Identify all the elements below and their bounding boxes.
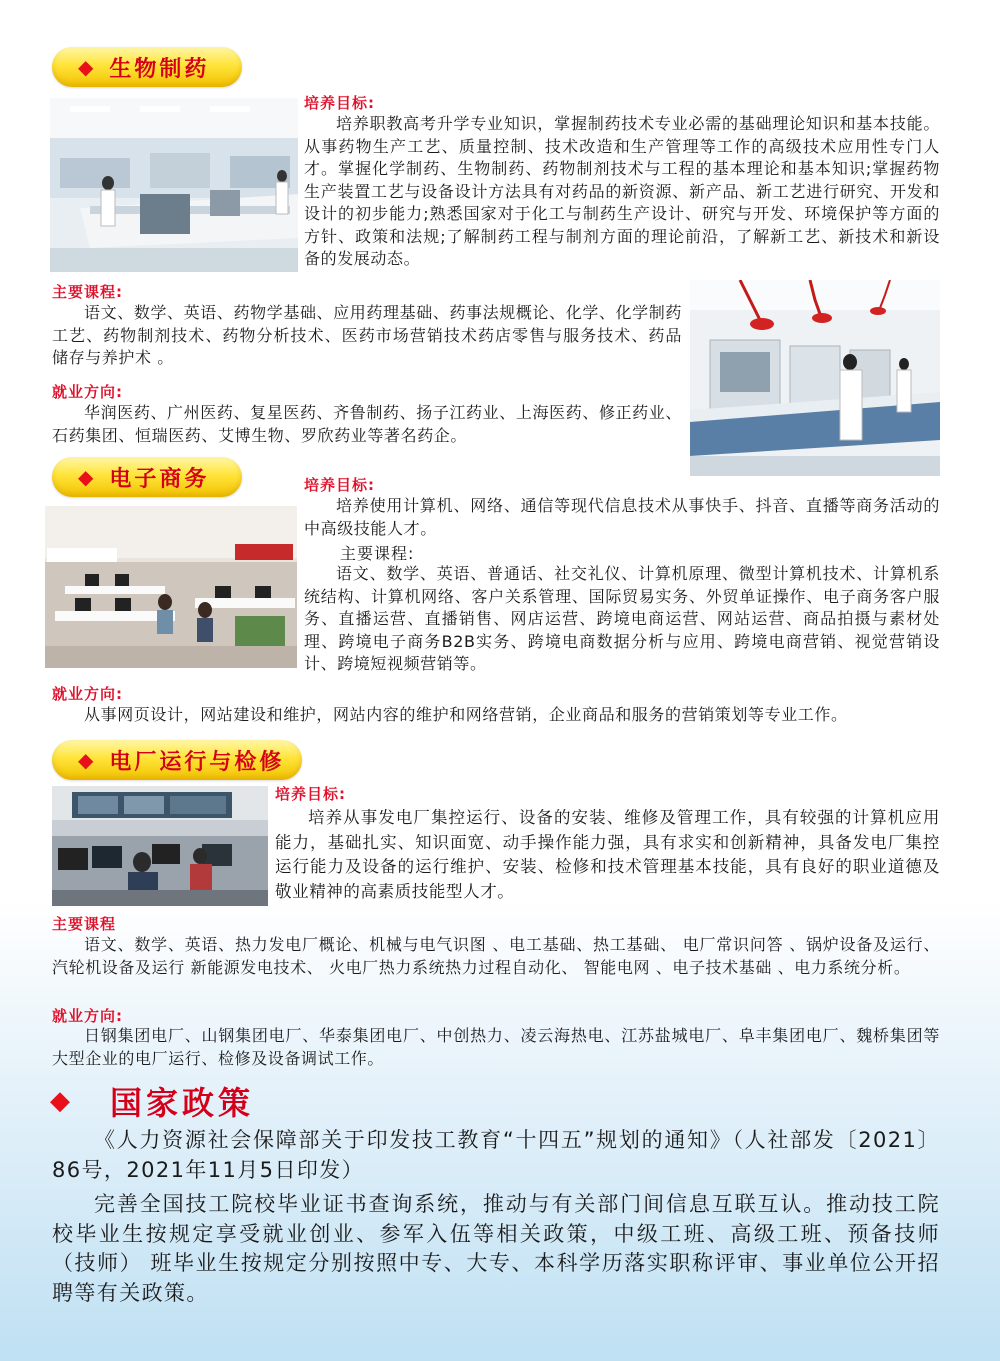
policy-body: 完善全国技工院校毕业证书查询系统，推动与有关部门间信息互联互认。推动技工院校毕业生按规定享受就业创业、参军入伍等相关政策，中级工班、高级工班、预备技师（技师） 班毕业生按规定分别按照中专、大专、本科学历落实职称评审、事业单位公开招聘等有关政策。: [52, 1192, 940, 1305]
goal-label: 培养目标:: [275, 785, 346, 803]
section-title: 电子商务: [109, 466, 210, 492]
job-label: 就业方向:: [52, 685, 123, 703]
job-text: 日钢集团电厂、山钢集团电厂、华泰集团电厂、中创热力、凌云海热电、江苏盐城电厂、阜丰集团电厂、魏桥集团等大型企业的电厂运行、检修及设备调试工作。: [52, 1026, 940, 1068]
lab-photo-2: [690, 280, 940, 476]
goal-text: 培养职教高考升学专业知识，掌握制药技术专业必需的基础理论知识和基本技能。从事药物生产工艺、质量控制、技术改造和生产管理等工作的高级技术应用性专门人才。掌握化学制药、生物制药、药物制剂技术与工程的基本理论和基本知识;掌握药物生产装置工艺与设备设计方法具有对药品的新资源、新产品、新工艺进行研究、开发和设计的初步能力;熟悉国家对于化工与制药生产设计、研究与开发、环境保护等方面的方针、政策和法规;了解制药工程与制剂方面的理论前沿，了解新工艺、新技术和新设备的发展动态。: [304, 114, 940, 268]
course-text: 语文、数学、英语、普通话、社交礼仪、计算机原理、微型计算机技术、计算机系统结构、计算机网络、客户关系管理、国际贸易实务、外贸单证操作、电子商务客户服务、直播运营、直播销售、网店运营、跨境电商运营、网站运营、商品拍摄与素材处理、跨境电子商务B2B实务、跨境电商数据分析与应用、跨境电商营销、视觉营销设计、跨境短视频营销等。: [304, 564, 940, 673]
course-label: 主要课程:: [52, 283, 123, 301]
job-label: 就业方向:: [52, 1007, 123, 1025]
course-text: 语文、数学、英语、药物学基础、应用药理基础、药事法规概论、化学、化学制药工艺、药物制剂技术、药物分析技术、医药市场营销技术药店零售与服务技术、药品储存与养护术 。: [52, 303, 682, 367]
goal-label: 培养目标:: [304, 94, 375, 112]
course-label: 主要课程:: [340, 544, 415, 563]
course-label: 主要课程: [52, 915, 117, 933]
goal-text: 培养使用计算机、网络、通信等现代信息技术从事快手、抖音、直播等商务活动的中高级技能人才。: [304, 496, 940, 538]
goal-label: 培养目标:: [304, 476, 375, 494]
policy-header: [50, 1078, 254, 1124]
lab-photo-1: [50, 98, 298, 272]
goal-text: 培养从事发电厂集控运行、设备的安装、维修及管理工作，具有较强的计算机应用能力，基础扎实、知识面宽、动手操作能力强，具有求实和创新精神，具备发电厂集控运行能力及设备的运行维护、安装、检修和技术管理基本技能，具有良好的职业道德及敬业精神的高素质技能型人才。: [275, 808, 940, 901]
policy-title: 国家政策: [110, 1084, 255, 1122]
red-diamond-icon: ◆: [78, 748, 94, 772]
section-header-ecommerce: [52, 457, 242, 497]
section-header-pharma: [52, 47, 242, 87]
computer-lab-photo: [45, 506, 297, 668]
red-diamond-icon: ◆: [78, 55, 94, 79]
section-title: 生物制药: [109, 56, 210, 82]
section-title: 电厂运行与检修: [109, 749, 285, 775]
policy-doc-ref: 《人力资源社会保障部关于印发技工教育“十四五”规划的通知》（人社部发〔2021〕86号，2021年11月5日印发）: [52, 1128, 940, 1182]
red-diamond-icon: ◆: [78, 465, 94, 489]
job-text: 从事网页设计，网站建设和维护，网站内容的维护和网络营销，企业商品和服务的营销策划等专业工作。: [84, 705, 848, 724]
job-label: 就业方向:: [52, 383, 123, 401]
job-text: 华润医药、广州医药、复星医药、齐鲁制药、扬子江药业、上海医药、修正药业、石药集团、恒瑞医药、艾博生物、罗欣药业等著名药企。: [52, 403, 682, 445]
course-text: 语文、数学、英语、热力发电厂概论、机械与电气识图 、电工基础、热工基础、 电厂常识问答 、锅炉设备及运行、汽轮机设备及运行 新能源发电技术、 火电厂热力系统热力过程自动化、 智能电网 、电子技术基础 、电力系统分析。: [52, 935, 940, 977]
control-room-photo: [52, 786, 268, 906]
section-header-power: [52, 740, 302, 780]
red-diamond-icon: ◆: [50, 1086, 70, 1116]
